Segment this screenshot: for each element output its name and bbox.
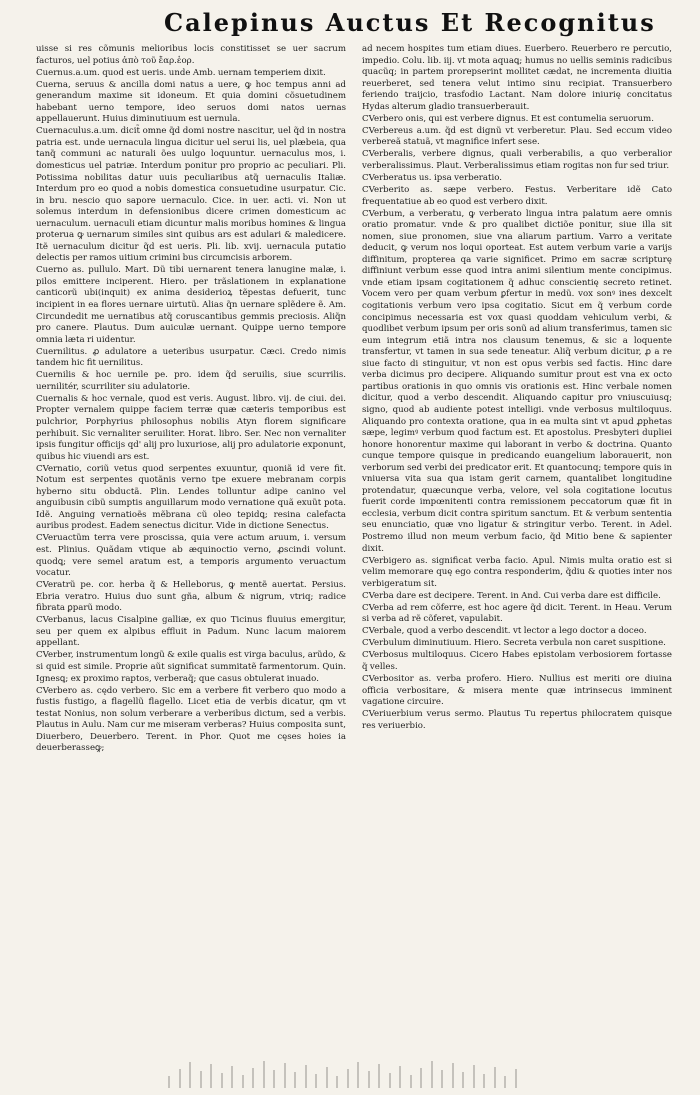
ink-mark — [347, 1069, 349, 1088]
ink-mark — [431, 1061, 433, 1088]
ink-mark — [221, 1073, 223, 1088]
ink-mark — [326, 1067, 328, 1088]
running-header — [36, 6, 672, 44]
right-column — [362, 44, 672, 755]
ink-mark — [273, 1070, 275, 1088]
dictionary-entry: CVerbero onis, qui est verbere dignus. Et est contumelia seruorum. — [362, 113, 654, 124]
dictionary-entry: CVeruactũm terra vere proscissa, quia vere actum aruum, i. versum est. Plinius. Quãdam vtique ab æquinoctio verno, ꝓscindi volunt. quodꝗ; vere semel aratum est, a temporis argumento veruactum vocatur. — [36, 533, 346, 579]
ink-mark — [252, 1068, 254, 1088]
left-column — [36, 44, 346, 755]
dictionary-entry: uisse si res cõmunis melioribus locis constitisset se uer sacrum facturos, uel potius ἀπὸ τοῦ ἔαρ.ἑορ. — [36, 44, 346, 66]
dictionary-entry: Cuernilis & hoc uernile pe. pro. idem q̃d seruilis, siue scurrilis. uernilitér, scurriliter siu adulatorie. — [36, 370, 346, 392]
ink-mark — [410, 1075, 412, 1088]
dictionary-entry: CVerba dare est decipere. Terent. in And. Cui verba dare est difficile. — [362, 590, 661, 601]
dictionary-entry: CVerbanus, lacus Cisalpine galliæ, ex quo Ticinus fluuius emergitur, seu per quem ex alpibus effluit in Padum. Nunc lacum maiorem appellant. — [36, 615, 346, 649]
ink-mark — [357, 1062, 359, 1088]
ink-mark — [284, 1063, 286, 1088]
dictionary-entry: Cuernalis & hoc vernale, quod est veris. August. libro. vij. de ciui. dei. Propter vernalem quippe faciem terræ quæ cæteris temporibus est pulchrior, Porphyrius philosophus nobilis Atyn florem significare perhibuit. Sic vernaliter seruiliter. Horat. libro. Ser. Nec non vernaliter ipsis fungitur officijs qd' alij pro luxuriose, alij pro adulatorie exponunt, quibus hic viuendi ars est. — [36, 393, 346, 462]
ink-mark — [420, 1068, 422, 1088]
text-columns — [36, 44, 672, 755]
ink-mark — [473, 1065, 475, 1088]
ink-mark — [462, 1072, 464, 1088]
gutter-marks — [168, 1058, 528, 1088]
dictionary-entry: Cuernaculus.a.um. dicit̃ omne q̃d domi nostre nascitur, uel q̃d in nostra patria est. unde uernacula lingua dicitur uel serui lis, uel plæbeia, qua tanq̃ communi ac naturali ões uulgo loquuntur. uernaculus mos, i. domesticus uel patriæ. Interdum ponitur pro proprio ac peculiari. Pli. Potissima nobilitas datur uuis peculiaribus atq̃ uernaculis Italiæ. Interdum pro eo quod a nobis domestica consuetudine usurpatur. Cic. in bru. nescio quo sapore uernaculo. Cice. in uer. acti. vi. Non ut solemus interdum in defensionibus dicere crimen domesticum ac uernaculum. uernaculi etiam dicuntur malis moribus homines & lingua proterua ꝙ uernarum similes sint quibus ars est adulari & maledicere. Itẽ uernaculum dicitur q̃d est ueris. Pli. lib. xvij. uernacula putatio delectis per ramos uitium crimini bus circumcisis arborem. — [36, 126, 346, 264]
dictionary-entry: CVerbale, quod a verbo descendit. vt lector a lego doctor a doceo. — [362, 626, 647, 637]
ink-mark — [231, 1066, 233, 1088]
dictionary-entry: CVerbum, a verberatu, ꝙ verberato lingua intra palatum aere omnis oratio promatur. vnde & pro qualibet dictiõe ponitur, siue illa sit nomen, siue pronomen, siue vna aliarum partium. Varro a veritate deducit, ꝙ verum nos loqui oporteat. Est autem verbum varie a varijs diffinitum, propterea qa varie significet. Primo em sacræ scripturę diffiniunt verbum esse quod intra animi silentium mente concipimus. vnde etiam ipsam cogitationem q̃ adhuc conscientię secreto retinet. Vocem vero per quam verbum ꝑfertur in medũ. vox sonꝰ ines dexcelt cogitationis verbum vero ipsa cogitatio. Sicut em q̃ verbum corde concipimus necessaria est vox quasi quoddam vehiculum verbi, & quodlibet verbum ipsum per oris sonũ ad alium transferimus, tamen sic eum integrum etiã intra nos clausum tenemus, & sic a loquente transfertur, vt tamen in sua sede teneatur. Aliq̃ verbum dicitur, ꝓ a re siue facto di stinguitur, vt non est opus verbis sed factis. Hinc dare verba dicimus pro decipere. Aliquando sumitur prout est vna ex octo partibus orationis in quo omnis vis orationis est. Hinc verbale nomen dicitur, quod a verbo descendit. Aliquando capitur pro vniuscuiusq; signo, quod ab audiente potest intelligi. vnde verbosus multiloquus. Aliquando pro contexta oratione, qua in ea multa sint vt apud ꝓphetas sæpe, legimꝰ verbum quod factum est. Et apostolus. Presbyteri dupliei honore honorentur maxime qui laborant in verbo & doctrina. Quanto cunque tempore quisque in predicando euangelium laborauerit, non verborum sed verbi dei predicator erit. Et quantocunq; tempore quis in vniuersa vita sua qua istam gerit carnem, quantalibet longitudine protendatur, quæcunque verba, velore, vel sola cogitatione locutus fuerit corde impœnitenti contra remissionem peccatorum quæ fit in ecclesia, verbum dicit contra spiritum sanctum. Et & verbum sententia seu enunciatio, quæ vno ligatur & stringitur verbo. Terent. in Adel. Postremo illud non meum verbum facio, q̃d Mitio bene & sapienter dixit. — [362, 208, 672, 554]
ink-mark — [368, 1071, 370, 1088]
dictionary-entry: CVerbero as. cędo verbero. Sic em a verbere fit verbero quo modo a fustis fustigo, a flagellũ flagello. Licet etia de verbis dicatur, qm vt testat Nonius, non solum verberare a verberibus dictum, sed a verbis. Plautus in Aulu. Nam cur me miseram verberas? Huius composita sunt, Diuerbero, Deuerbero. Terent. in Phor. Quot me cęses hoies ia deuerberasseꝙ; — [36, 685, 346, 754]
ink-mark — [452, 1063, 454, 1088]
running-title: Calepinus Auctus Et Recognitus — [164, 8, 656, 37]
dictionary-entry: CVeriuerbium verus sermo. Plautus Tu repertus philocratem quisque res veriuerbio. — [362, 709, 672, 731]
dictionary-entry: CVerberatus us. ipsa verberatio. — [362, 173, 502, 184]
ink-mark — [336, 1076, 338, 1088]
dictionary-entry: CVerbereus a.um. q̃d est dignũ vt verberetur. Plau. Sed eccum video verbereã statuã, vt magnifice infert sese. — [362, 125, 672, 148]
ink-mark — [200, 1071, 202, 1088]
ink-mark — [242, 1075, 244, 1088]
ink-mark — [441, 1070, 443, 1088]
ink-mark — [305, 1065, 307, 1088]
dictionary-entry: CVerber, instrumentum longũ & exile qualis est virga baculus, arũdo, & si quid est simile. Proprie aũt significat summitatẽ farmentorum. Quin. Ignesꝗ; ex proximo raptos, verberaq̃; que casus obtulerat inuado. — [36, 650, 346, 684]
dictionary-entry: Cuerna, seruus & ancilla domi natus a uere, ꝙ hoc tempus anni ad generandum maxime sit idoneum. Et quia domini cõsuetudinem habebant uerno tempore, ideo seruos domi natos uernas appellauerunt. Huius diminutiuum est uernula. — [36, 79, 346, 125]
ink-mark — [179, 1069, 181, 1088]
ink-mark — [315, 1074, 317, 1088]
dictionary-entry: CVerberalis, verbere dignus, quali verberabilis, a quo verberalior verberalissimus. Plaut. Verberalissimus etiam rogitas non fur sed triur. — [362, 149, 672, 171]
dictionary-entry: CVerbosus multiloquus. Cicero Habes epistolam verbosiorem fortasse q̃ velles. — [362, 650, 672, 672]
dictionary-entry: CVerba ad rem cõferre, est hoc agere q̃d dicit. Terent. in Heau. Verum si verba ad rẽ cõferet, vapulabit. — [362, 602, 672, 625]
dictionary-entry: Cuernus.a.um. quod est ueris. unde Amb. uernam temperiem dixit. — [36, 67, 326, 78]
ink-mark — [483, 1074, 485, 1088]
dictionary-entry: Cuernilitus. ꝓ adulatore a ueteribus usurpatur. Cæci. Credo nimis tandem hic fit uernilitus. — [36, 346, 346, 369]
ink-mark — [168, 1076, 170, 1088]
dictionary-entry: CVeratrũ pe. cor. herba q̃ & Helleborus, ꝙ mentẽ auertat. Persius. Ebria veratro. Huius duo sunt gña, album & nigrum, vtriq; radice fibrata ꝑparũ modo. — [36, 580, 346, 614]
ink-mark — [494, 1067, 496, 1088]
ink-mark — [189, 1062, 191, 1088]
ink-mark — [389, 1073, 391, 1088]
dictionary-entry: CVerbulum diminutiuum. Hiero. Secreta verbula non caret suspitione. — [362, 638, 666, 649]
ink-mark — [378, 1064, 380, 1088]
dictionary-entry: ad necem hospites tum etiam diues. Euerbero. Reuerbero re percutio, impedio. Colu. lib. iij. vt mota aquaꝗ; humus no uellis seminis radicibus quacũq; in partem prorepserint mollitet cædat, ne incrementa diuitia reuerberet, sed tenera velut intimo sinu recipiat. Transuerbero feriendo traijcio, trasfodio Lactant. Nam dolore iniurię concitatus Hydas alterum gladio transuerberauit. — [362, 44, 672, 112]
dictionary-entry: Cuerno as. pullulo. Mart. Dũ tibi uernarent tenera lanugine malæ, i. pilos emittere inciperent. Hiero. per trãslationem in explanatione canticorũ ubi(inquit) ex anima desiderioꝝ tẽpestas defuerit, tunc incipient in ea flores uernare uirtutũ. Alias q̃n uernare splẽdere ẽ. Am. Circundedit me uernatibus atq̃ coruscantibus gemmis preciosis. Aliq̃n pro canere. Plautus. Dum auiculæ uernant. Quippe uerno tempore omnia læta ri uidentur. — [36, 265, 346, 345]
dictionary-entry: CVerbositor as. verba profero. Hiero. Nullius est meriti ore diuina officia verbositare, & misera mente quæ intrinsecus imminent vagatione circuire. — [362, 674, 672, 708]
dictionary-entry: CVernatio, coriũ vetus quod serpentes exuuntur, quoniã id vere fit. Notum est serpentes quotãnis verno tpe exuere mebranam corpis hyberno situ obductã. Plin. Lendes tolluntur adipe canino vel anguibusin cibũ sumptis anguillarum modo vernatione quã exuũt pota. Idẽ. Anguing vernatioẽs mẽbrana cũ oleo tepidꝗ; resina calefacta auribus prodest. Eadem senectus dicitur. Vide in dictione Senectus. — [36, 463, 346, 532]
ink-mark — [263, 1061, 265, 1088]
dictionary-entry: CVerberito as. sæpe verbero. Festus. Verberitare idẽ Cato frequentatiue ab eo quod est verbero dixit. — [362, 185, 672, 207]
ink-mark — [399, 1066, 401, 1088]
ink-mark — [294, 1072, 296, 1088]
ink-mark — [504, 1076, 506, 1088]
ink-mark — [515, 1069, 517, 1088]
ink-mark — [210, 1064, 212, 1088]
dictionary-entry: CVerbigero as. significat verba facio. Apul. Nimis multa oratio est si velim memorare quę ego contra responderim, q̃diu & quoties inter nos verbigeratum sit. — [362, 555, 672, 589]
